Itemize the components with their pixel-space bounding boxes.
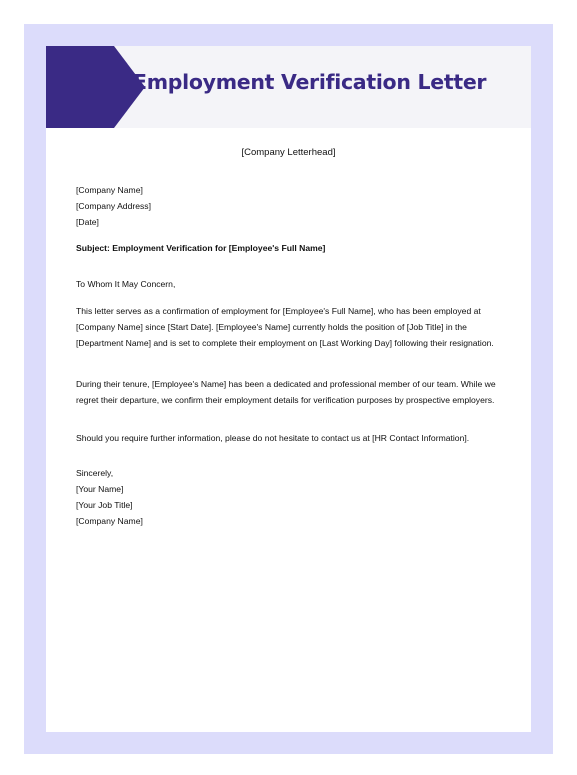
company-address-line: [Company Address]	[76, 201, 151, 211]
address-block	[76, 182, 506, 230]
closing-block	[76, 465, 506, 529]
paragraph-tenure: During their tenure, [Employee's Name] has been a dedicated and professional member of our team. While we regret their departure, we confirm their employment details for verification purposes by prospective employers.	[76, 379, 496, 405]
company-letterhead: [Company Letterhead]	[241, 147, 336, 158]
valediction: Sincerely,	[76, 468, 114, 478]
chevron-shape	[46, 46, 146, 128]
greeting: To Whom It May Concern,	[76, 279, 176, 289]
letter-page	[46, 46, 531, 732]
signer-name: [Your Name]	[76, 484, 124, 494]
title-banner	[46, 46, 531, 128]
paragraph-contact: Should you require further information, please do not hesitate to contact us at [HR Contact Information].	[76, 433, 470, 443]
date-line: [Date]	[76, 217, 99, 227]
paragraph-confirmation: This letter serves as a confirmation of employment for [Employee's Full Name], who has been employed at [Company Name] since [Start Date]. [Employee's Name] currently holds the position of [Job Title] in the [Department Name] and is set to complete their employment on [Last Working Day] following their resignation.	[76, 306, 494, 348]
signer-job-title: [Your Job Title]	[76, 500, 133, 510]
company-name-line: [Company Name]	[76, 185, 143, 195]
page-title: Employment Verification Letter	[133, 70, 487, 94]
signer-company: [Company Name]	[76, 516, 143, 526]
subject-line: Subject: Employment Verification for [Employee's Full Name]	[76, 243, 326, 253]
